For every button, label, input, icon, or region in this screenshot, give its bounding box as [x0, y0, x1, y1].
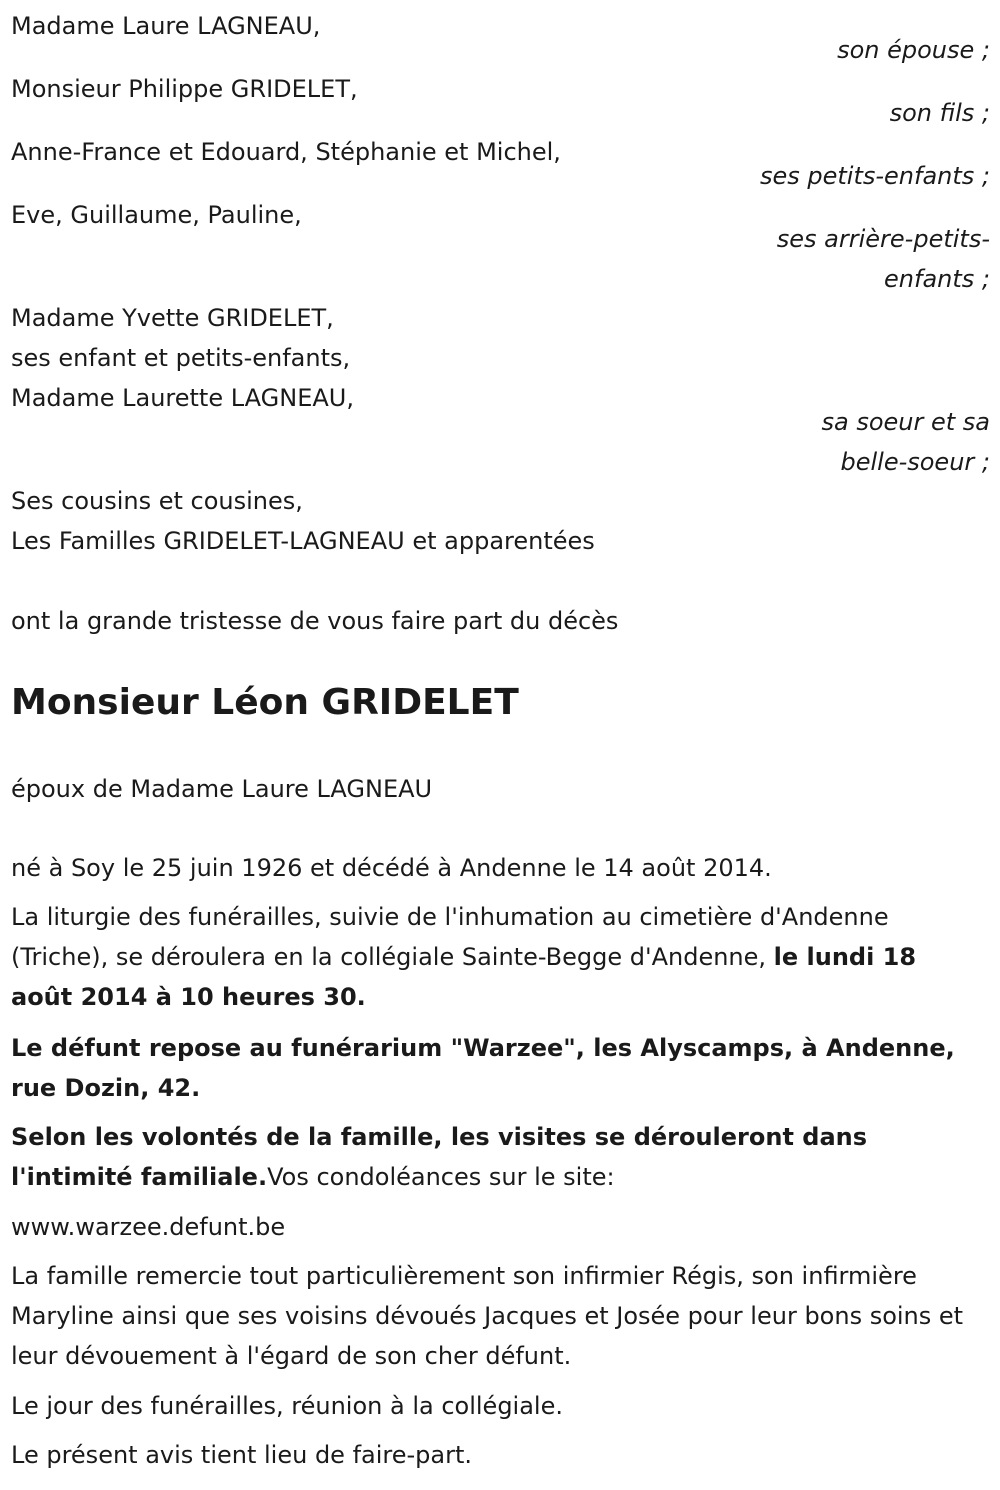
website-link[interactable]: www.warzee.defunt.be: [11, 1213, 286, 1241]
announcement-intro: ont la grande tristesse de vous faire part du décès: [11, 607, 619, 635]
visits-paragraph: [11, 1117, 981, 1197]
family-member-sister-children: ses enfant et petits-enfants,: [11, 344, 351, 372]
relation-label: ses petits-enfants ;: [759, 162, 990, 190]
family-member-spouse: Madame Laure LAGNEAU,: [11, 12, 321, 40]
reunion-line: Le jour des funérailles, réunion à la collégiale.: [11, 1392, 563, 1420]
notice-line: Le présent avis tient lieu de faire-part.: [11, 1441, 473, 1469]
deceased-name: Monsieur Léon GRIDELET: [11, 682, 519, 723]
family-member-families: Les Familles GRIDELET-LAGNEAU et apparentées: [11, 527, 595, 555]
relation-label: belle-soeur ;: [840, 448, 990, 476]
visits-text: Selon les volontés de la famille, les visites se dérouleront dans l'intimité familiale.: [11, 1123, 868, 1191]
family-member-sister-in-law: Madame Laurette LAGNEAU,: [11, 384, 354, 412]
liturgy-text: La liturgie des funérailles, suivie de l'inhumation au cimetière d'Andenne (Triche), se déroulera en la collégiale Sainte-Begge d'Andenne,: [11, 903, 889, 971]
liturgy-paragraph: [11, 897, 981, 1017]
funerarium-paragraph: Le défunt repose au funérarium "Warzee", les Alyscamps, à Andenne, rue Dozin, 42.: [11, 1034, 955, 1102]
family-member-cousins: Ses cousins et cousines,: [11, 487, 303, 515]
relation-label: sa soeur et sa: [821, 408, 990, 436]
thanks-paragraph: La famille remercie tout particulièrement son infirmier Régis, son infirmière Maryline ainsi que ses voisins dévoués Jacques et Josée pour leur bons soins et leur dévouement à l'égard de son cher défunt.: [11, 1262, 964, 1370]
relation-label: enfants ;: [884, 265, 990, 293]
birth-death-line: né à Soy le 25 juin 1926 et décédé à Andenne le 14 août 2014.: [11, 854, 772, 882]
liturgy-date: le lundi 18 août 2014 à 10 heures 30.: [11, 943, 917, 1011]
relation-label: son épouse ;: [837, 36, 990, 64]
family-member-grandchildren: Anne-France et Edouard, Stéphanie et Michel,: [11, 138, 561, 166]
condolences-text: Vos condoléances sur le site:: [267, 1163, 615, 1191]
spouse-line: époux de Madame Laure LAGNEAU: [11, 775, 433, 803]
relation-label: ses arrière-petits-: [776, 225, 990, 253]
family-member-sister: Madame Yvette GRIDELET,: [11, 304, 334, 332]
family-member-son: Monsieur Philippe GRIDELET,: [11, 75, 358, 103]
family-member-great-grandchildren: Eve, Guillaume, Pauline,: [11, 201, 302, 229]
relation-label: son fils ;: [889, 99, 990, 127]
